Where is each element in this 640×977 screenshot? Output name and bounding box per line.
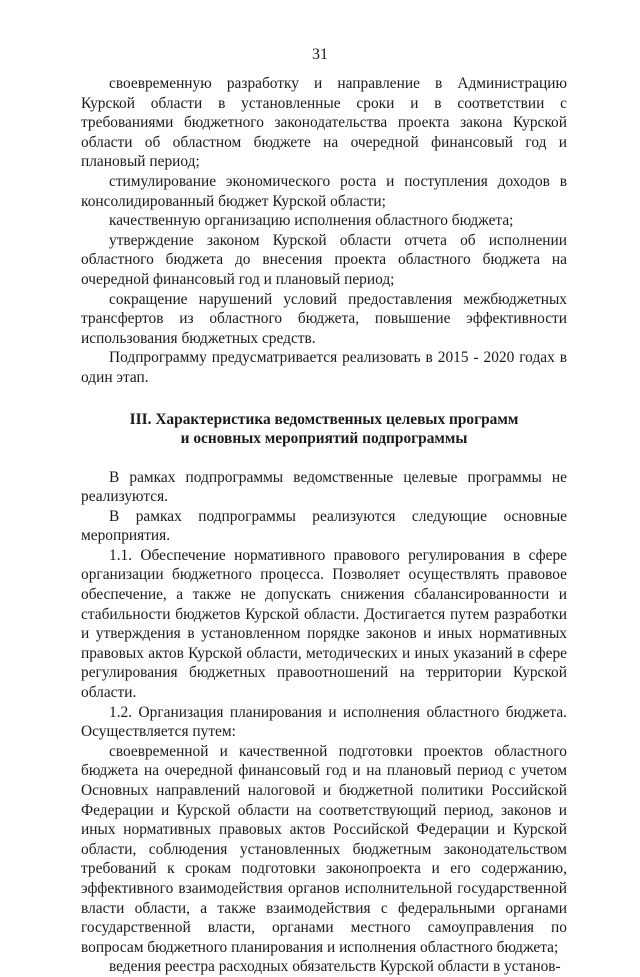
- page-number: 31: [312, 46, 328, 63]
- paragraph: своевременной и качественной подготовки проектов областного бюджета на очередной финансовый год и на плановый период с учетом Основных направлений налоговой и бюджетной политики Российской Федерации и Курской области на соответствующий период, законов и иных нормативных правовых актов Российской Федерации и Курской области, соблюдения установленных бюджетным законодательством требований к срокам подготовки законопроекта и его содержанию, эффективного взаимодействия органов исполнительной государственной власти области, а также взаимодействия с федеральными органами государственной власти, органами местного самоуправления по вопросам бюджетного планирования и исполнения областного бюджета;: [81, 742, 567, 956]
- paragraph: 1.1. Обеспечение нормативного правового регулирования в сфере организации бюджетного процесса. Позволяет осуществлять правовое обеспечение, а также не допускать снижения сбалансированности и стабильности бюджетов Курской области. Достигается путем разработки и утверждения в установленном порядке законов и иных нормативных правовых актов Курской области, методических и иных указаний в сфере регулирования бюджетных правоотношений на территории Курской области.: [81, 546, 567, 702]
- section-heading: [81, 410, 567, 448]
- section-heading-line-2: и основных мероприятий подпрограммы: [180, 429, 468, 447]
- document-body: [81, 74, 567, 977]
- paragraph: качественную организацию исполнения областного бюджета;: [109, 212, 514, 230]
- paragraph: своевременную разработку и направление в Администрацию Курской области в установленные сроки и в соответствии с требованиями бюджетного законодательства проекта закона Курской области об областном бюджете на очередной финансовый год и плановый период;: [81, 75, 567, 171]
- paragraph: сокращение нарушений условий предоставления межбюджетных трансфертов из областного бюджета, повышение эффективности использования бюджетных средств.: [81, 290, 567, 347]
- paragraph: стимулирование экономического роста и поступления доходов в консолидированный бюджет Курской области;: [81, 172, 567, 210]
- section-heading-line-1: III. Характеристика ведомственных целевых программ: [129, 410, 519, 428]
- paragraph: Подпрограмму предусматривается реализовать в 2015 - 2020 годах в один этап.: [81, 349, 567, 386]
- paragraph: утверждение законом Курской области отчета об исполнении областного бюджета до внесения проекта областного бюджета на очередной финансовый год и плановый период;: [81, 231, 567, 288]
- paragraph: ведения реестра расходных обязательств Курской области в установ-: [109, 958, 561, 976]
- paragraph: В рамках подпрограммы ведомственные целевые программы не реализуются.: [81, 468, 567, 506]
- paragraph: В рамках подпрограммы реализуются следующие основные мероприятия.: [81, 507, 567, 545]
- paragraph: 1.2. Организация планирования и исполнения областного бюджета. Осуществляется путем:: [81, 703, 567, 741]
